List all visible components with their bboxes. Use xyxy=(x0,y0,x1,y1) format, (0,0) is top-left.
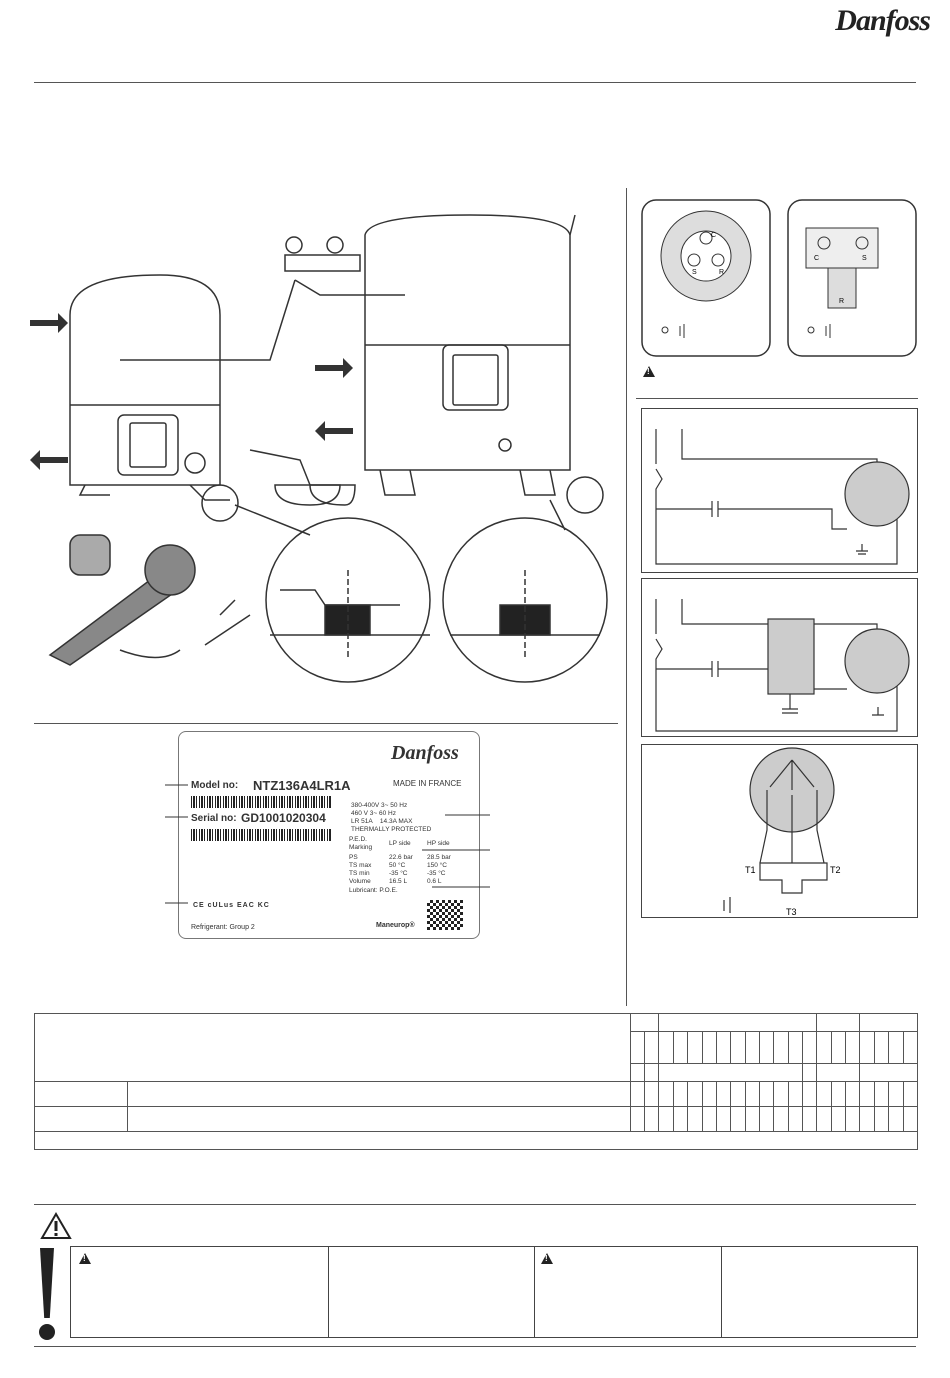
table-cell xyxy=(903,1082,917,1107)
table-cell xyxy=(860,1082,874,1107)
tsmax-hp: 150 °C xyxy=(427,862,447,869)
table-cell xyxy=(645,1064,659,1082)
table-cell xyxy=(759,1107,773,1132)
terminal-t1: T1 xyxy=(745,865,756,875)
warning-box-divider xyxy=(721,1247,722,1337)
tsmin-label: TS min xyxy=(349,870,370,877)
table-cell xyxy=(831,1082,845,1107)
table-cell xyxy=(702,1082,716,1107)
table-cell xyxy=(803,1082,817,1107)
table-cell xyxy=(630,1014,659,1032)
table-cell xyxy=(645,1107,659,1132)
table-cell xyxy=(788,1107,802,1132)
table-cell xyxy=(831,1107,845,1132)
table-cell xyxy=(688,1032,702,1064)
exclamation-dot-icon xyxy=(39,1324,55,1340)
lp-side-label: LP side xyxy=(389,840,411,847)
table-cell xyxy=(716,1032,730,1064)
table-cell xyxy=(774,1032,788,1064)
table-cell xyxy=(889,1032,903,1064)
table-cell xyxy=(673,1082,687,1107)
table-cell xyxy=(688,1107,702,1132)
maneurop-label: Maneurop® xyxy=(376,922,415,929)
term-left-r: R xyxy=(719,269,725,276)
table-cell xyxy=(128,1082,631,1107)
table-cell xyxy=(817,1107,831,1132)
table-cell xyxy=(35,1014,631,1082)
term-right-c: C xyxy=(814,255,820,262)
max-current: 14.3A MAX xyxy=(379,818,413,825)
terminal-box-left xyxy=(640,198,772,358)
table-cell xyxy=(874,1082,888,1107)
nameplate-callouts xyxy=(160,775,500,915)
table-cell xyxy=(35,1082,128,1107)
ps-hp: 28.5 bar xyxy=(427,854,451,861)
thermal-protected: THERMALLY PROTECTED xyxy=(351,826,432,833)
exclamation-icon xyxy=(40,1248,54,1318)
term-left-c: C xyxy=(711,232,717,239)
tsmax-lp: 50 °C xyxy=(389,862,406,869)
table-cell xyxy=(774,1107,788,1132)
wiring-diagram-psc xyxy=(641,408,918,573)
warning-divider xyxy=(34,1204,916,1205)
elec-line-2: 460 V 3~ 60 Hz xyxy=(351,810,396,817)
compressor-illustration xyxy=(20,195,620,685)
volume-label: Volume xyxy=(349,878,371,885)
table-cell xyxy=(860,1107,874,1132)
table-cell xyxy=(817,1014,860,1032)
locked-rotor: LR 51A xyxy=(351,818,373,825)
table-cell xyxy=(759,1082,773,1107)
column-divider xyxy=(626,188,627,1006)
table-cell xyxy=(731,1082,745,1107)
table-cell xyxy=(659,1107,673,1132)
table-cell xyxy=(645,1082,659,1107)
table-cell xyxy=(831,1032,845,1064)
table-cell xyxy=(874,1032,888,1064)
table-cell xyxy=(788,1032,802,1064)
table-cell xyxy=(35,1132,918,1150)
warning-triangle-icon xyxy=(40,1212,72,1240)
table-cell xyxy=(745,1107,759,1132)
table-cell xyxy=(817,1032,831,1064)
table-cell xyxy=(688,1082,702,1107)
table-cell xyxy=(673,1107,687,1132)
header-divider xyxy=(34,82,916,83)
table-cell xyxy=(716,1107,730,1132)
table-cell xyxy=(774,1082,788,1107)
table-cell xyxy=(702,1032,716,1064)
volume-lp: 16.5 L xyxy=(389,878,408,885)
ps-lp: 22.6 bar xyxy=(389,854,413,861)
table-cell xyxy=(731,1032,745,1064)
warning-box-divider xyxy=(328,1247,329,1337)
footer-divider xyxy=(34,1346,916,1347)
serial-label: Serial no: xyxy=(191,813,237,824)
table-cell xyxy=(659,1082,673,1107)
warning-icon xyxy=(79,1253,91,1264)
table-cell xyxy=(846,1032,860,1064)
terminal-t2: T2 xyxy=(830,865,841,875)
spec-table xyxy=(34,1013,918,1150)
table-cell xyxy=(745,1082,759,1107)
tsmax-label: TS max xyxy=(349,862,372,869)
term-right-r: R xyxy=(839,298,845,305)
lubricant-label: Lubricant: P.O.E. xyxy=(349,887,398,894)
table-cell xyxy=(716,1082,730,1107)
table-cell xyxy=(745,1032,759,1064)
table-cell xyxy=(759,1032,773,1064)
warning-box xyxy=(70,1246,918,1338)
table-cell xyxy=(731,1107,745,1132)
warning-icon xyxy=(541,1253,553,1264)
wiring-diagram-cspr xyxy=(641,578,918,737)
table-cell xyxy=(803,1032,817,1064)
table-cell xyxy=(860,1032,874,1064)
table-cell xyxy=(788,1082,802,1107)
table-cell xyxy=(846,1107,860,1132)
marking-label: Marking xyxy=(349,844,373,851)
table-cell xyxy=(846,1082,860,1107)
serial-value: GD1001020304 xyxy=(241,811,326,825)
model-value: NTZ136A4LR1A xyxy=(253,778,351,793)
table-cell xyxy=(645,1032,659,1064)
table-cell xyxy=(630,1032,644,1064)
warning-box-divider xyxy=(534,1247,535,1337)
warning-icon xyxy=(643,366,655,377)
table-cell xyxy=(903,1032,917,1064)
right-divider xyxy=(636,398,918,399)
tsmin-hp: -35 °C xyxy=(427,870,446,877)
motor-winding-diagram xyxy=(641,744,918,918)
table-cell xyxy=(659,1032,673,1064)
table-cell xyxy=(35,1107,128,1132)
table-cell xyxy=(702,1107,716,1132)
section-divider xyxy=(34,723,618,724)
ped-label: P.E.D. xyxy=(349,836,367,843)
table-cell xyxy=(889,1107,903,1132)
model-label: Model no: xyxy=(191,780,239,791)
table-cell xyxy=(630,1082,644,1107)
refrigerant-label: Refrigerant: Group 2 xyxy=(191,924,255,931)
table-cell xyxy=(817,1064,860,1082)
ps-label: PS xyxy=(349,854,358,861)
danfoss-logo: Danfoss xyxy=(835,4,930,37)
table-cell xyxy=(903,1107,917,1132)
table-cell xyxy=(630,1107,644,1132)
volume-hp: 0.6 L xyxy=(427,878,442,885)
terminal-t3: T3 xyxy=(786,907,797,917)
table-cell xyxy=(659,1064,803,1082)
table-cell xyxy=(817,1082,831,1107)
nameplate-logo: Danfoss xyxy=(391,742,459,764)
made-in-label: MADE IN FRANCE xyxy=(393,779,462,788)
table-cell xyxy=(673,1032,687,1064)
tsmin-lp: -35 °C xyxy=(389,870,408,877)
hp-side-label: HP side xyxy=(427,840,450,847)
table-cell xyxy=(128,1107,631,1132)
table-cell xyxy=(860,1014,918,1032)
table-cell xyxy=(874,1107,888,1132)
term-right-s: S xyxy=(862,255,867,262)
table-cell xyxy=(803,1107,817,1132)
table-cell xyxy=(630,1064,644,1082)
table-cell xyxy=(803,1064,817,1082)
term-left-s: S xyxy=(692,269,697,276)
table-cell xyxy=(659,1014,817,1032)
cert-marks: CE cULus EAC KC xyxy=(193,902,270,909)
elec-line-1: 380-400V 3~ 50 Hz xyxy=(351,802,408,809)
table-cell xyxy=(889,1082,903,1107)
table-cell xyxy=(860,1064,918,1082)
terminal-box-right xyxy=(786,198,918,358)
